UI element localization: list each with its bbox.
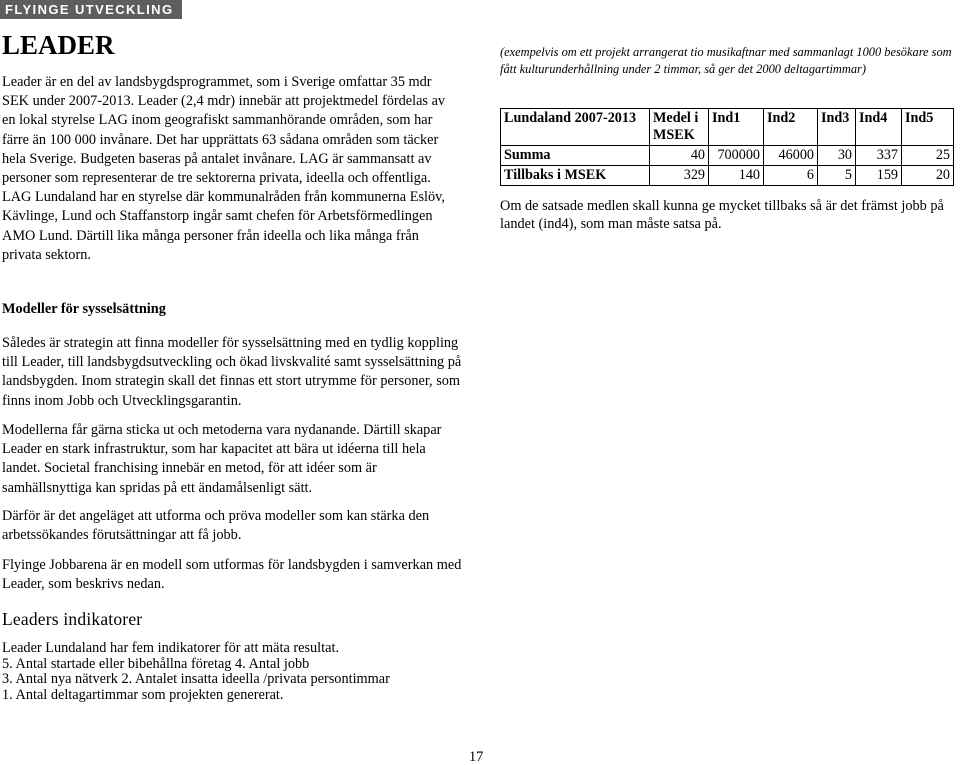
models-paragraph: Flyinge Jobbarena är en modell som utformas för landsbygden i samverkan med Leader, som beskrivs nedan. <box>2 557 462 593</box>
indicators-heading: Leaders indikatorer <box>2 609 143 629</box>
table-row <box>501 166 954 186</box>
table-header-cell: Ind5 <box>902 109 954 146</box>
page-number: 17 <box>469 749 484 765</box>
table-cell: 5 <box>818 166 856 186</box>
table-cell: 30 <box>818 146 856 166</box>
table-cell: 20 <box>902 166 954 186</box>
example-note-block <box>500 44 955 77</box>
table-cell: 46000 <box>764 146 818 166</box>
table-header-cell: Lundaland 2007-2013 <box>501 109 650 146</box>
indicator-line: 1. Antal deltagartimmar som projekten genererat. <box>2 686 284 703</box>
table-header-row <box>501 109 954 146</box>
models-paragraph: Därför är det angeläget att utforma och pröva modeller som kan stärka den arbetssökandes förutsättningar att få jobb. <box>2 508 430 544</box>
table-cell: 700000 <box>709 146 764 166</box>
table-cell: 337 <box>856 146 902 166</box>
table-header-cell: Ind3 <box>818 109 856 146</box>
indicators-intro: Leader Lundaland har fem indikatorer för att mäta resultat. <box>2 640 340 656</box>
leader-intro <box>2 73 450 265</box>
table-cell: 140 <box>709 166 764 186</box>
models-paragraph: Modellerna får gärna sticka ut och metoderna vara nydanande. Därtill skapar Leader en stark infrastruktur, som har kapacitet att bära ut idéerna till hela landet. Societal franchising innebär en metod, för att idéer som är samhällsnyttiga kan spridas på ett ändamålsenligt sätt. <box>2 422 442 496</box>
table-cell: 6 <box>764 166 818 186</box>
table-header-cell: Medel i MSEK <box>650 109 709 146</box>
leader-paragraph: LAG Lundaland har en styrelse där kommunalråden från kommunerna Eslöv, Kävlinge, Lund och Staffanstorp ingår samt chefen för Arbetsförmedlingen AMO Lund. Därtill lika många personer från ideella och lika många från privata sektorn. <box>2 189 445 263</box>
indicator-table <box>500 108 954 186</box>
table-cell: 329 <box>650 166 709 186</box>
table-header-cell: Ind4 <box>856 109 902 146</box>
table-row-label: Summa <box>501 146 650 166</box>
example-note: (exempelvis om ett projekt arrangerat tio musikaftnar med sammanlagt 1000 besökare som fått kulturunderhållning under 2 timmar, så ger det 2000 deltagartimmar) <box>500 45 952 76</box>
models-heading: Modeller för sysselsättning <box>2 301 166 317</box>
leader-paragraph: Leader är en del av landsbygdsprogrammet, som i Sverige omfattar 35 mdr SEK under 2007-2013. Leader (2,4 mdr) innebär att projektmedel fördelas av en lokal styrelse LAG inom geografiskt sammanhörande områden, som har färre än 100 000 invånare. Det har upprättats 63 sådana områden som täcker hela Sverige. Budgeten baseras på antalet invånare. LAG är sammansatt av personer som representerar de tre sektorerna privata, ideella och offentliga. <box>2 74 446 187</box>
models-paragraph: Således är strategin att finna modeller för sysselsättning med en tydlig koppling till Leader, till landsbygdsutveckling och ökad livskvalité samt sysselsättning på landsbygden. Inom strategin skall det finnas ett stort utrymme för personer, som finns inom Jobb och Utvecklingsgarantin. <box>2 335 462 409</box>
indicator-line: 5. Antal startade eller bibehållna företag 4. Antal jobb <box>2 655 310 672</box>
indicator-line: 3. Antal nya nätverk 2. Antalet insatta ideella /privata persontimmar <box>2 671 390 687</box>
indicators-list <box>2 641 462 703</box>
header-banner: FLYINGE UTVECKLING <box>0 0 182 19</box>
page-title: LEADER <box>2 30 115 60</box>
table-cell: 25 <box>902 146 954 166</box>
table-row <box>501 146 954 166</box>
table-cell: 159 <box>856 166 902 186</box>
table-cell: 40 <box>650 146 709 166</box>
table-header-cell: Ind1 <box>709 109 764 146</box>
table-header-cell: Ind2 <box>764 109 818 146</box>
table-row-label: Tillbaks i MSEK <box>501 166 650 186</box>
example-conclusion: Om de satsade medlen skall kunna ge mycket tillbaks så är det främst jobb på landet (ind4), som man måste satsa på. <box>500 198 944 232</box>
